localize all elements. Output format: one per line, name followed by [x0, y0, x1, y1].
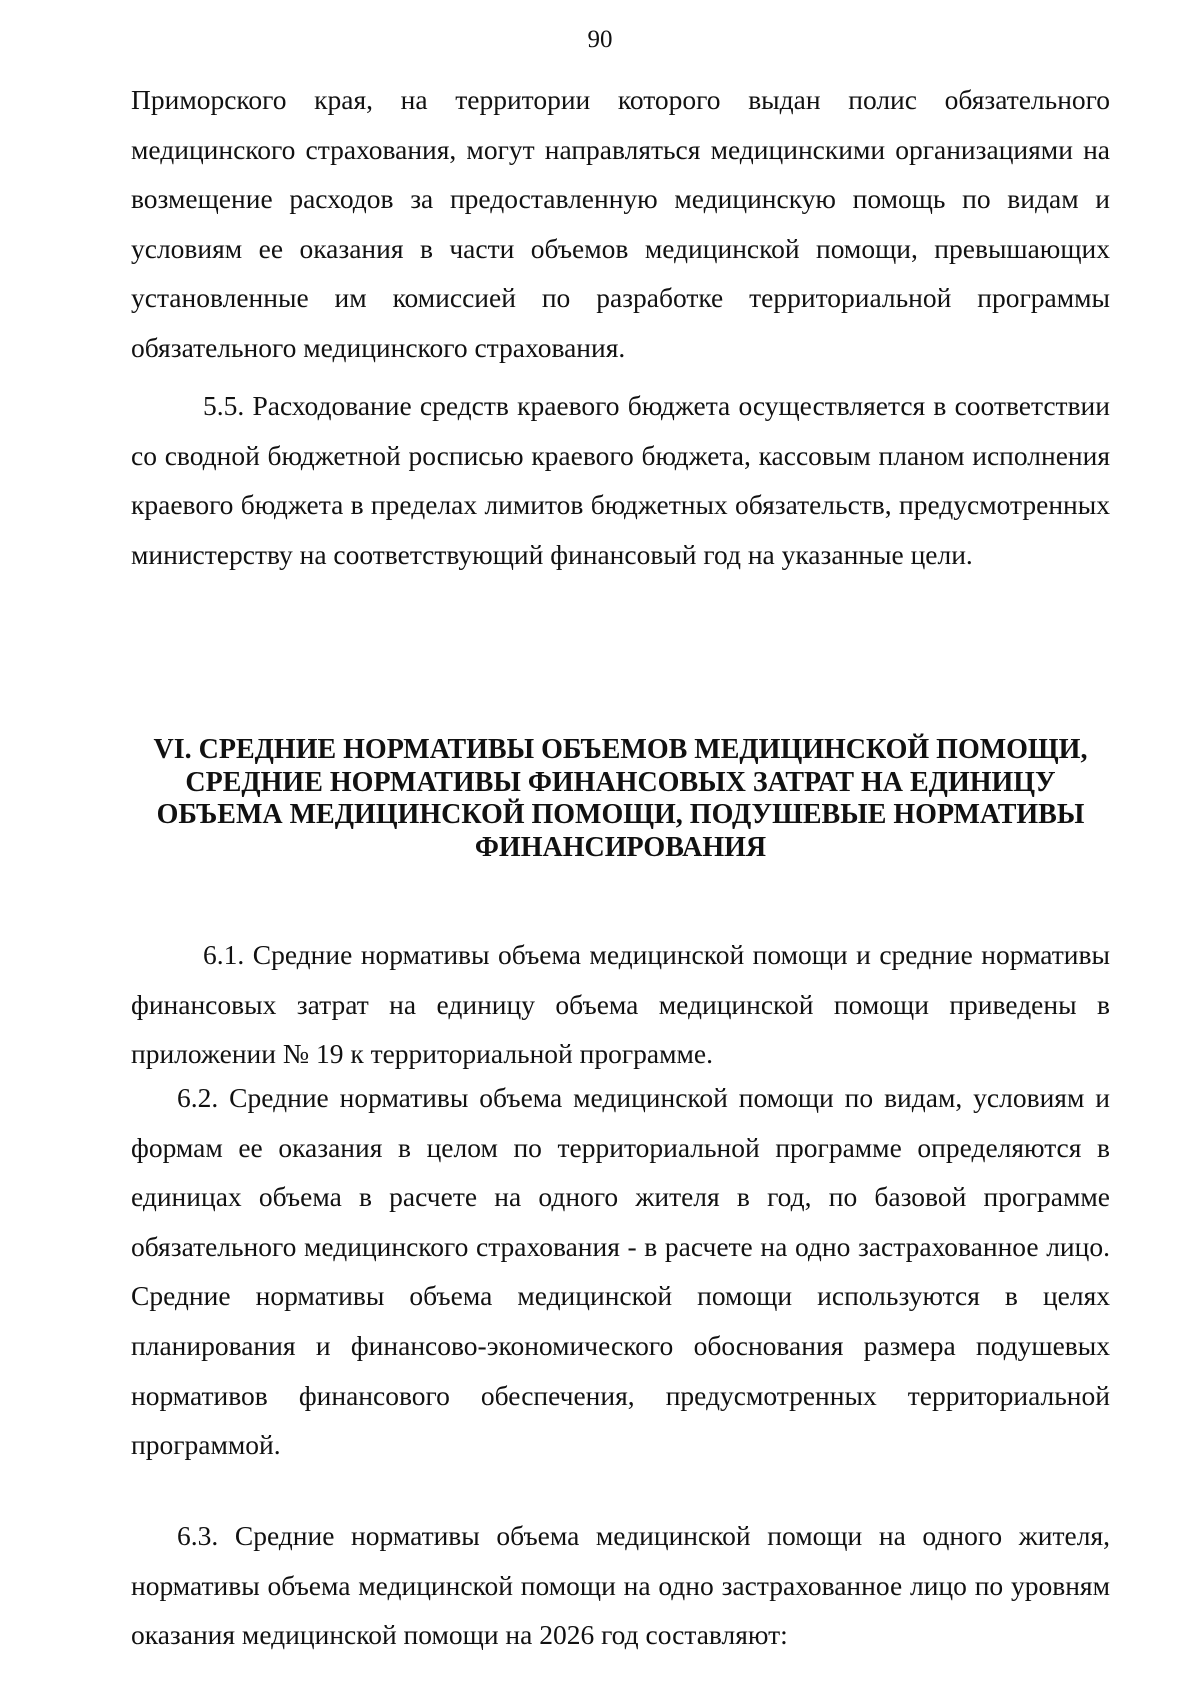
page-number: 90 — [587, 26, 613, 53]
paragraph-6-1: 6.1. Средние нормативы объема медицинской помощи и средние нормативы финансовых затрат на единицу объема медицинской помощи приведены в приложении № 19 к территориальной программе. — [131, 939, 1110, 1070]
paragraph-6-3: 6.3. Средние нормативы объема медицинской помощи на одного жителя, нормативы объема медицинской помощи на одно застрахованное лицо по уровням оказания медицинской помощи на 2026 год составляют: — [131, 1520, 1110, 1651]
section-heading: VI. СРЕДНИЕ НОРМАТИВЫ ОБЪЕМОВ МЕДИЦИНСКОЙ ПОМОЩИ, СРЕДНИЕ НОРМАТИВЫ ФИНАНСОВЫХ ЗАТРАТ НА ЕДИНИЦУ ОБЪЕМА МЕДИЦИНСКОЙ ПОМОЩИ, ПОДУШЕВЫЕ НОРМАТИВЫ ФИНАНСИРОВАНИЯ — [153, 734, 1088, 863]
paragraph-5-5: 5.5. Расходование средств краевого бюджета осуществляется в соответствии со сводной бюджетной росписью краевого бюджета, кассовым планом исполнения краевого бюджета в пределах лимитов бюджетных обязательств, предусмотренных министерству на соответствующий финансовый год на указанные цели. — [131, 390, 1110, 570]
paragraph-continuation: Приморского края, на территории которого выдан полис обязательного медицинского страхования, могут направляться медицинскими организациями на возмещение расходов за предоставленную медицинскую помощь по видам и условиям ее оказания в части объемов медицинской помощи, превышающих установленные им комиссией по разработке территориальной программы обязательного медицинского страхования. — [131, 84, 1110, 363]
paragraph-6-2: 6.2. Средние нормативы объема медицинской помощи по видам, условиям и формам ее оказания в целом по территориальной программе определяются в единицах объема в расчете на одного жителя в год, по базовой программе обязательного медицинского страхования - в расчете на одно застрахованное лицо. Средние нормативы объема медицинской помощи используются в целях планирования и финансово-экономического обоснования размера подушевых нормативов финансового обеспечения, предусмотренных территориальной программой. — [131, 1082, 1110, 1461]
